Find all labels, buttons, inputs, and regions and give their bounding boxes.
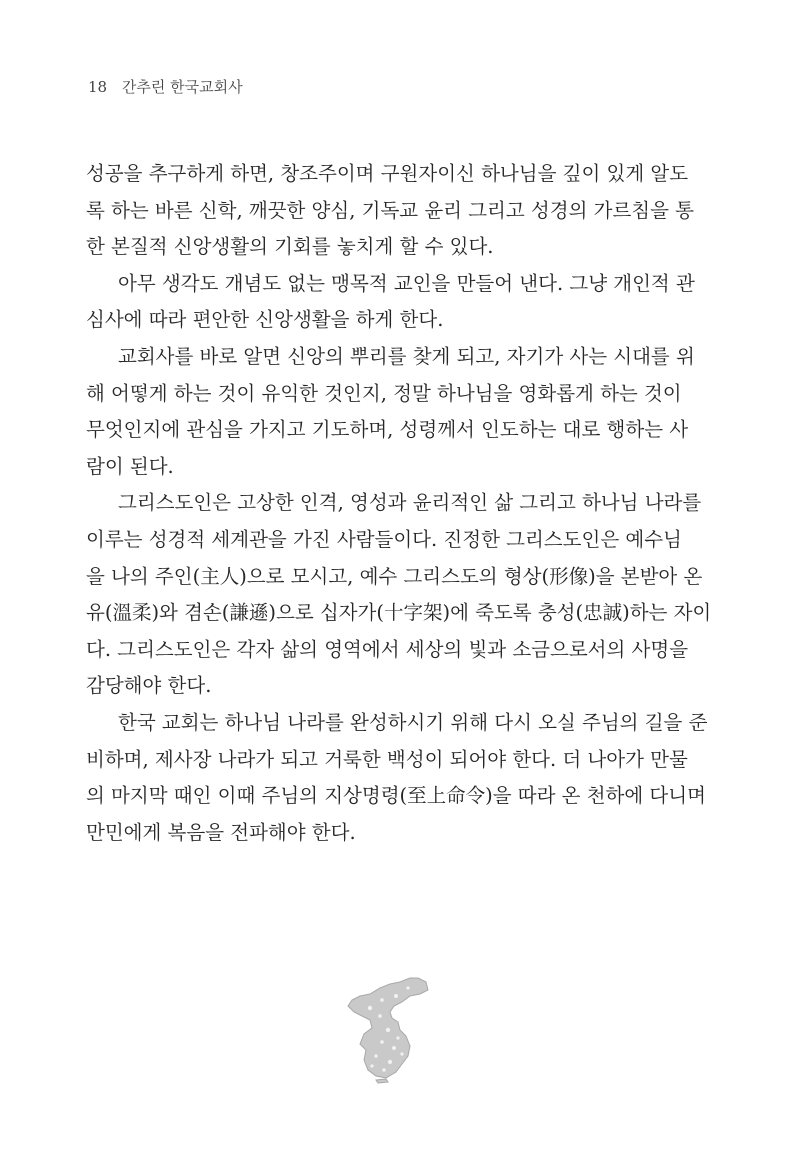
korea-map-icon [340, 972, 436, 1084]
jeju-island-shape [376, 1079, 388, 1083]
book-title: 간추린 한국교회사 [121, 78, 243, 96]
text-line: 유(溫柔)와 겸손(謙遜)으로 십자가(十字架)에 죽도록 충성(忠誠)하는 자이 [86, 601, 712, 625]
text-line: 다. 그리스도인은 각자 삶의 영역에서 세상의 빛과 소금으로서의 사명을 [86, 637, 689, 661]
text-line: 무엇인지에 관심을 가지고 기도하며, 성령께서 인도하는 대로 행하는 사 [86, 418, 689, 442]
text-line: 심사에 따라 편안한 신앙생활을 하게 한다. [86, 308, 444, 332]
text-line: 아무 생각도 개념도 없는 맹목적 교인을 만들어 낸다. 그냥 개인적 관 [118, 271, 695, 295]
running-header [88, 76, 243, 97]
text-line: 이루는 성경적 세계관을 가진 사람들이다. 진정한 그리스도인은 예수님 [86, 527, 682, 551]
text-line: 을 나의 주인(主人)으로 모시고, 예수 그리스도의 형상(形像)을 본받아 온 [86, 564, 703, 588]
text-line: 해 어떻게 하는 것이 유익한 것인지, 정말 하나님을 영화롭게 하는 것이 [86, 381, 682, 405]
text-line: 람이 된다. [86, 454, 174, 478]
text-line: 성공을 추구하게 하면, 창조주이며 구원자이신 하나님을 깊이 있게 알도 [86, 162, 689, 185]
text-line: 한 본질적 신앙생활의 기회를 놓치게 할 수 있다. [86, 235, 494, 259]
page-number: 18 [88, 78, 108, 96]
text-line: 감당해야 한다. [86, 674, 212, 698]
text-line: 한국 교회는 하나님 나라를 완성하시기 위해 다시 오실 주님의 길을 준 [118, 710, 708, 734]
text-line: 교회사를 바로 알면 신앙의 뿌리를 찾게 되고, 자기가 사는 시대를 위 [118, 344, 695, 368]
body-text [86, 156, 714, 851]
text-line: 만민에게 복음을 전파해야 한다. [86, 820, 356, 844]
text-line: 의 마지막 때인 이때 주님의 지상명령(至上命令)을 따라 온 천하에 다니며 [86, 784, 706, 808]
text-line: 그리스도인은 고상한 인격, 영성과 윤리적인 삶 그리고 하나님 나라를 [118, 491, 702, 515]
text-line: 록 하는 바른 신학, 깨끗한 양심, 기독교 윤리 그리고 성경의 가르침을 통 [86, 198, 695, 222]
korea-map-svg [340, 972, 436, 1084]
text-line: 비하며, 제사장 나라가 되고 거룩한 백성이 되어야 한다. 더 나아가 만물 [86, 747, 688, 771]
